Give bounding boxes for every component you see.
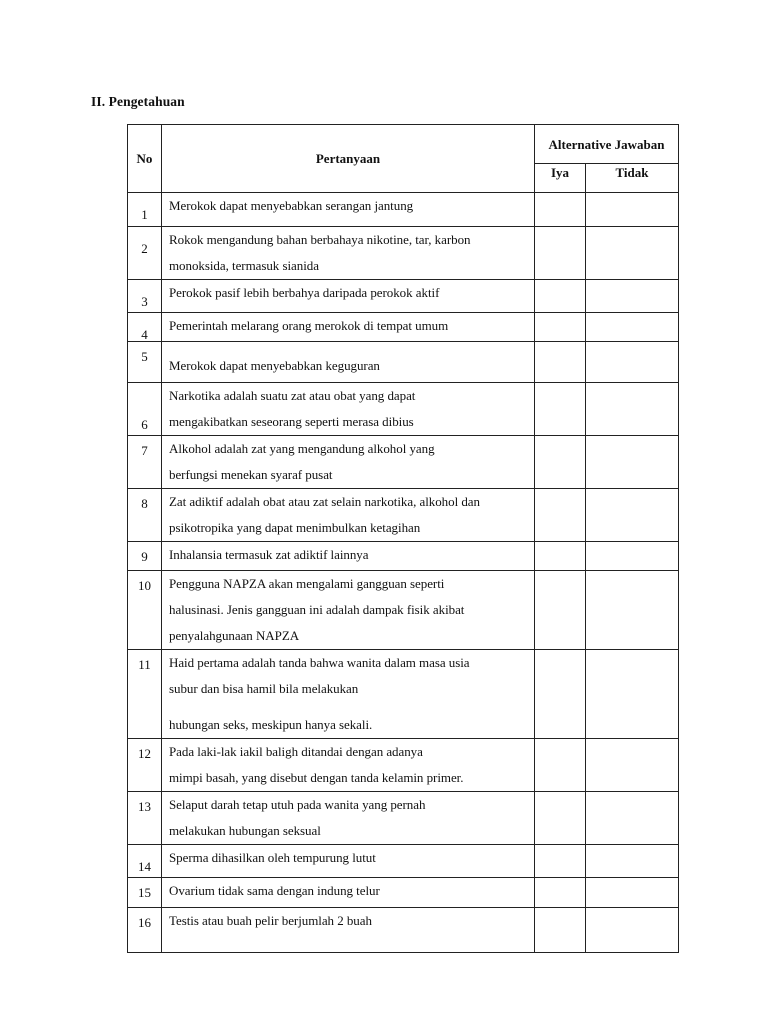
answer-yes-cell[interactable] bbox=[535, 542, 586, 571]
answer-no-cell[interactable] bbox=[586, 383, 679, 436]
question-cell bbox=[162, 383, 535, 436]
question-cell bbox=[162, 792, 535, 845]
question-text-line: Merokok dapat menyebabkan serangan jantung bbox=[169, 198, 414, 213]
question-text-line: Merokok dapat menyebabkan keguguran bbox=[169, 358, 380, 373]
answer-no-cell[interactable] bbox=[586, 650, 679, 739]
row-number-label: 8 bbox=[141, 496, 148, 511]
row-number bbox=[128, 313, 162, 342]
question-text-line: Zat adiktif adalah obat atau zat selain narkotika, alkohol dan bbox=[169, 494, 480, 509]
table-row bbox=[128, 845, 679, 878]
answer-yes-cell[interactable] bbox=[535, 383, 586, 436]
question-text-line: Inhalansia termasuk zat adiktif lainnya bbox=[169, 547, 369, 562]
row-number bbox=[128, 845, 162, 878]
answer-yes-cell[interactable] bbox=[535, 845, 586, 878]
question-text-line: monoksida, termasuk sianida bbox=[169, 258, 319, 273]
answer-no-cell[interactable] bbox=[586, 227, 679, 280]
row-number bbox=[128, 227, 162, 280]
question-text-line: Pengguna NAPZA akan mengalami gangguan seperti bbox=[169, 576, 445, 591]
header-question: Pertanyaan bbox=[162, 125, 535, 193]
row-number bbox=[128, 792, 162, 845]
question-cell bbox=[162, 436, 535, 489]
answer-no-cell[interactable] bbox=[586, 436, 679, 489]
row-number-label: 6 bbox=[141, 417, 148, 432]
row-number bbox=[128, 489, 162, 542]
row-number-label: 1 bbox=[141, 207, 148, 222]
question-text-line: hubungan seks, meskipun hanya sekali. bbox=[169, 717, 373, 732]
row-number bbox=[128, 908, 162, 953]
question-text-line: Narkotika adalah suatu zat atau obat yang dapat bbox=[169, 388, 416, 403]
row-number-label: 10 bbox=[138, 578, 151, 593]
question-text-line: Alkohol adalah zat yang mengandung alkohol yang bbox=[169, 441, 435, 456]
row-number bbox=[128, 383, 162, 436]
row-number-label: 5 bbox=[141, 349, 148, 364]
question-cell bbox=[162, 878, 535, 908]
row-number-label: 15 bbox=[138, 885, 151, 900]
question-text-line: Testis atau buah pelir berjumlah 2 buah bbox=[169, 913, 372, 928]
header-alternative-answer: Alternative Jawaban bbox=[535, 125, 679, 164]
answer-no-cell[interactable] bbox=[586, 571, 679, 650]
header-yes: Iya bbox=[535, 164, 586, 193]
row-number-label: 2 bbox=[141, 241, 148, 256]
answer-no-cell[interactable] bbox=[586, 739, 679, 792]
header-no-answer: Tidak bbox=[586, 164, 679, 193]
row-number-label: 14 bbox=[138, 859, 151, 874]
row-number bbox=[128, 650, 162, 739]
question-text-line: halusinasi. Jenis gangguan ini adalah dampak fisik akibat bbox=[169, 602, 465, 617]
row-number bbox=[128, 342, 162, 383]
table-row bbox=[128, 342, 679, 383]
answer-no-cell[interactable] bbox=[586, 342, 679, 383]
question-text-line: Pada laki-lak iakil baligh ditandai dengan adanya bbox=[169, 744, 423, 759]
question-text-line: melakukan hubungan seksual bbox=[169, 823, 321, 838]
row-number bbox=[128, 193, 162, 227]
question-cell bbox=[162, 489, 535, 542]
table-row bbox=[128, 383, 679, 436]
row-number-label: 9 bbox=[141, 549, 148, 564]
answer-yes-cell[interactable] bbox=[535, 313, 586, 342]
table-row bbox=[128, 908, 679, 953]
question-cell bbox=[162, 650, 535, 739]
answer-no-cell[interactable] bbox=[586, 280, 679, 313]
table-row bbox=[128, 792, 679, 845]
knowledge-questionnaire-table bbox=[127, 124, 679, 953]
answer-yes-cell[interactable] bbox=[535, 193, 586, 227]
table-row bbox=[128, 436, 679, 489]
table-row bbox=[128, 313, 679, 342]
row-number-label: 7 bbox=[141, 443, 148, 458]
table-row bbox=[128, 227, 679, 280]
row-number-label: 13 bbox=[138, 799, 151, 814]
answer-no-cell[interactable] bbox=[586, 878, 679, 908]
answer-yes-cell[interactable] bbox=[535, 650, 586, 739]
answer-yes-cell[interactable] bbox=[535, 436, 586, 489]
answer-no-cell[interactable] bbox=[586, 489, 679, 542]
answer-no-cell[interactable] bbox=[586, 542, 679, 571]
table-row bbox=[128, 542, 679, 571]
question-cell bbox=[162, 908, 535, 953]
answer-no-cell[interactable] bbox=[586, 908, 679, 953]
answer-no-cell[interactable] bbox=[586, 313, 679, 342]
table-row bbox=[128, 193, 679, 227]
question-cell bbox=[162, 571, 535, 650]
answer-no-cell[interactable] bbox=[586, 792, 679, 845]
answer-yes-cell[interactable] bbox=[535, 571, 586, 650]
question-text-line: Perokok pasif lebih berbahya daripada perokok aktif bbox=[169, 285, 440, 300]
question-cell bbox=[162, 342, 535, 383]
question-cell bbox=[162, 227, 535, 280]
answer-no-cell[interactable] bbox=[586, 193, 679, 227]
answer-yes-cell[interactable] bbox=[535, 739, 586, 792]
question-cell bbox=[162, 313, 535, 342]
question-text-line: Selaput darah tetap utuh pada wanita yang pernah bbox=[169, 797, 426, 812]
question-text-line: berfungsi menekan syaraf pusat bbox=[169, 467, 333, 482]
question-cell bbox=[162, 542, 535, 571]
answer-yes-cell[interactable] bbox=[535, 908, 586, 953]
row-number-label: 11 bbox=[138, 657, 151, 672]
row-number-label: 12 bbox=[138, 746, 151, 761]
section-title: II. Pengetahuan bbox=[91, 94, 185, 109]
header-row bbox=[128, 125, 679, 164]
table-row bbox=[128, 878, 679, 908]
question-text-line: Sperma dihasilkan oleh tempurung lutut bbox=[169, 850, 376, 865]
table-row bbox=[128, 571, 679, 650]
question-text-line: mimpi basah, yang disebut dengan tanda kelamin primer. bbox=[169, 770, 464, 785]
question-text-line: Haid pertama adalah tanda bahwa wanita dalam masa usia bbox=[169, 655, 470, 670]
question-text-line: Pemerintah melarang orang merokok di tempat umum bbox=[169, 318, 449, 333]
answer-yes-cell[interactable] bbox=[535, 489, 586, 542]
row-number bbox=[128, 739, 162, 792]
question-text-line: mengakibatkan seseorang seperti merasa dibius bbox=[169, 414, 414, 429]
question-text-line: psikotropika yang dapat menimbulkan ketagihan bbox=[169, 520, 421, 535]
question-text-line: Rokok mengandung bahan berbahaya nikotine, tar, karbon bbox=[169, 232, 471, 247]
row-number bbox=[128, 436, 162, 489]
question-cell bbox=[162, 845, 535, 878]
answer-yes-cell[interactable] bbox=[535, 792, 586, 845]
question-cell bbox=[162, 193, 535, 227]
row-number bbox=[128, 280, 162, 313]
question-text-line: Ovarium tidak sama dengan indung telur bbox=[169, 883, 380, 898]
row-number bbox=[128, 878, 162, 908]
question-cell bbox=[162, 280, 535, 313]
row-number-label: 16 bbox=[138, 915, 151, 930]
answer-yes-cell[interactable] bbox=[535, 878, 586, 908]
table-row bbox=[128, 280, 679, 313]
row-number bbox=[128, 571, 162, 650]
answer-no-cell[interactable] bbox=[586, 845, 679, 878]
table-row bbox=[128, 489, 679, 542]
header-no: No bbox=[128, 125, 162, 193]
table-row bbox=[128, 650, 679, 739]
question-cell bbox=[162, 739, 535, 792]
answer-yes-cell[interactable] bbox=[535, 227, 586, 280]
row-number bbox=[128, 542, 162, 571]
row-number-label: 3 bbox=[141, 294, 148, 309]
row-number-label: 4 bbox=[141, 327, 148, 342]
answer-yes-cell[interactable] bbox=[535, 280, 586, 313]
answer-yes-cell[interactable] bbox=[535, 342, 586, 383]
table-row bbox=[128, 739, 679, 792]
question-text-line: subur dan bisa hamil bila melakukan bbox=[169, 681, 359, 696]
question-text-line: penyalahgunaan NAPZA bbox=[169, 628, 300, 643]
